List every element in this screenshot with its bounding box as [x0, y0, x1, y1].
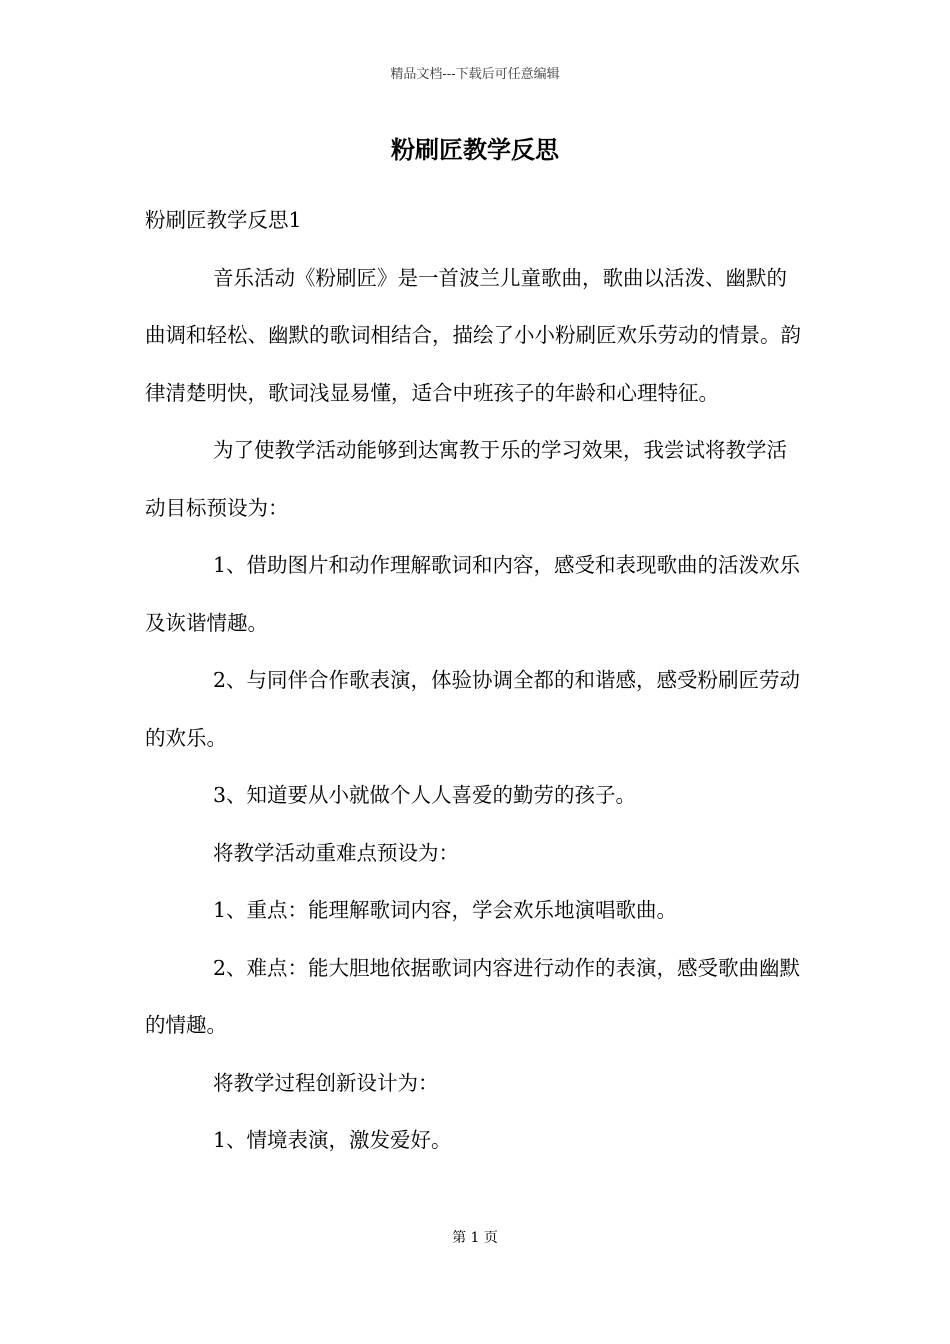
- paragraph-process-intro: 将教学过程创新设计为：: [213, 1070, 439, 1095]
- paragraph-goal-3: 3、知道要从小就做个人人喜爱的勤劳的孩子。: [213, 783, 637, 807]
- paragraph-process-step-1: 1、情境表演，激发爱好。: [213, 1128, 452, 1152]
- paragraph-key-points-intro: 将教学活动重难点预设为：: [213, 840, 459, 865]
- paragraph-key-point: 1、重点：能理解歌词内容，学会欢乐地演唱歌曲。: [213, 898, 678, 922]
- paragraph-intro: 音乐活动《粉刷匠》是一首波兰儿童歌曲，歌曲以活泼、幽默的曲调和轻松、幽默的歌词相结合，描绘了小小粉刷匠欢乐劳动的情景。韵律清楚明快，歌词浅显易懂，适合中班孩子的年龄和心理特征。: [145, 265, 801, 405]
- page-footer: 第 1 页: [452, 1230, 498, 1246]
- paragraph-goal-2: 2、与同伴合作歌表演，体验协调全都的和谐感，感受粉刷匠劳动的欢乐。: [145, 668, 801, 750]
- section-heading: 粉刷匠教学反思1: [145, 208, 302, 232]
- page-header: 精品文档---下载后可任意编辑: [390, 67, 560, 82]
- paragraph-goals-intro: 为了使教学活动能够到达寓教于乐的学习效果，我尝试将教学活动目标预设为：: [145, 438, 787, 520]
- document-title: 粉刷匠教学反思: [391, 135, 559, 164]
- paragraph-goal-1: 1、借助图片和动作理解歌词和内容，感受和表现歌曲的活泼欢乐及诙谐情趣。: [145, 553, 801, 635]
- paragraph-difficult-point: 2、难点：能大胆地依据歌词内容进行动作的表演，感受歌曲幽默的情趣。: [145, 955, 801, 1037]
- document-body: [145, 192, 807, 1170]
